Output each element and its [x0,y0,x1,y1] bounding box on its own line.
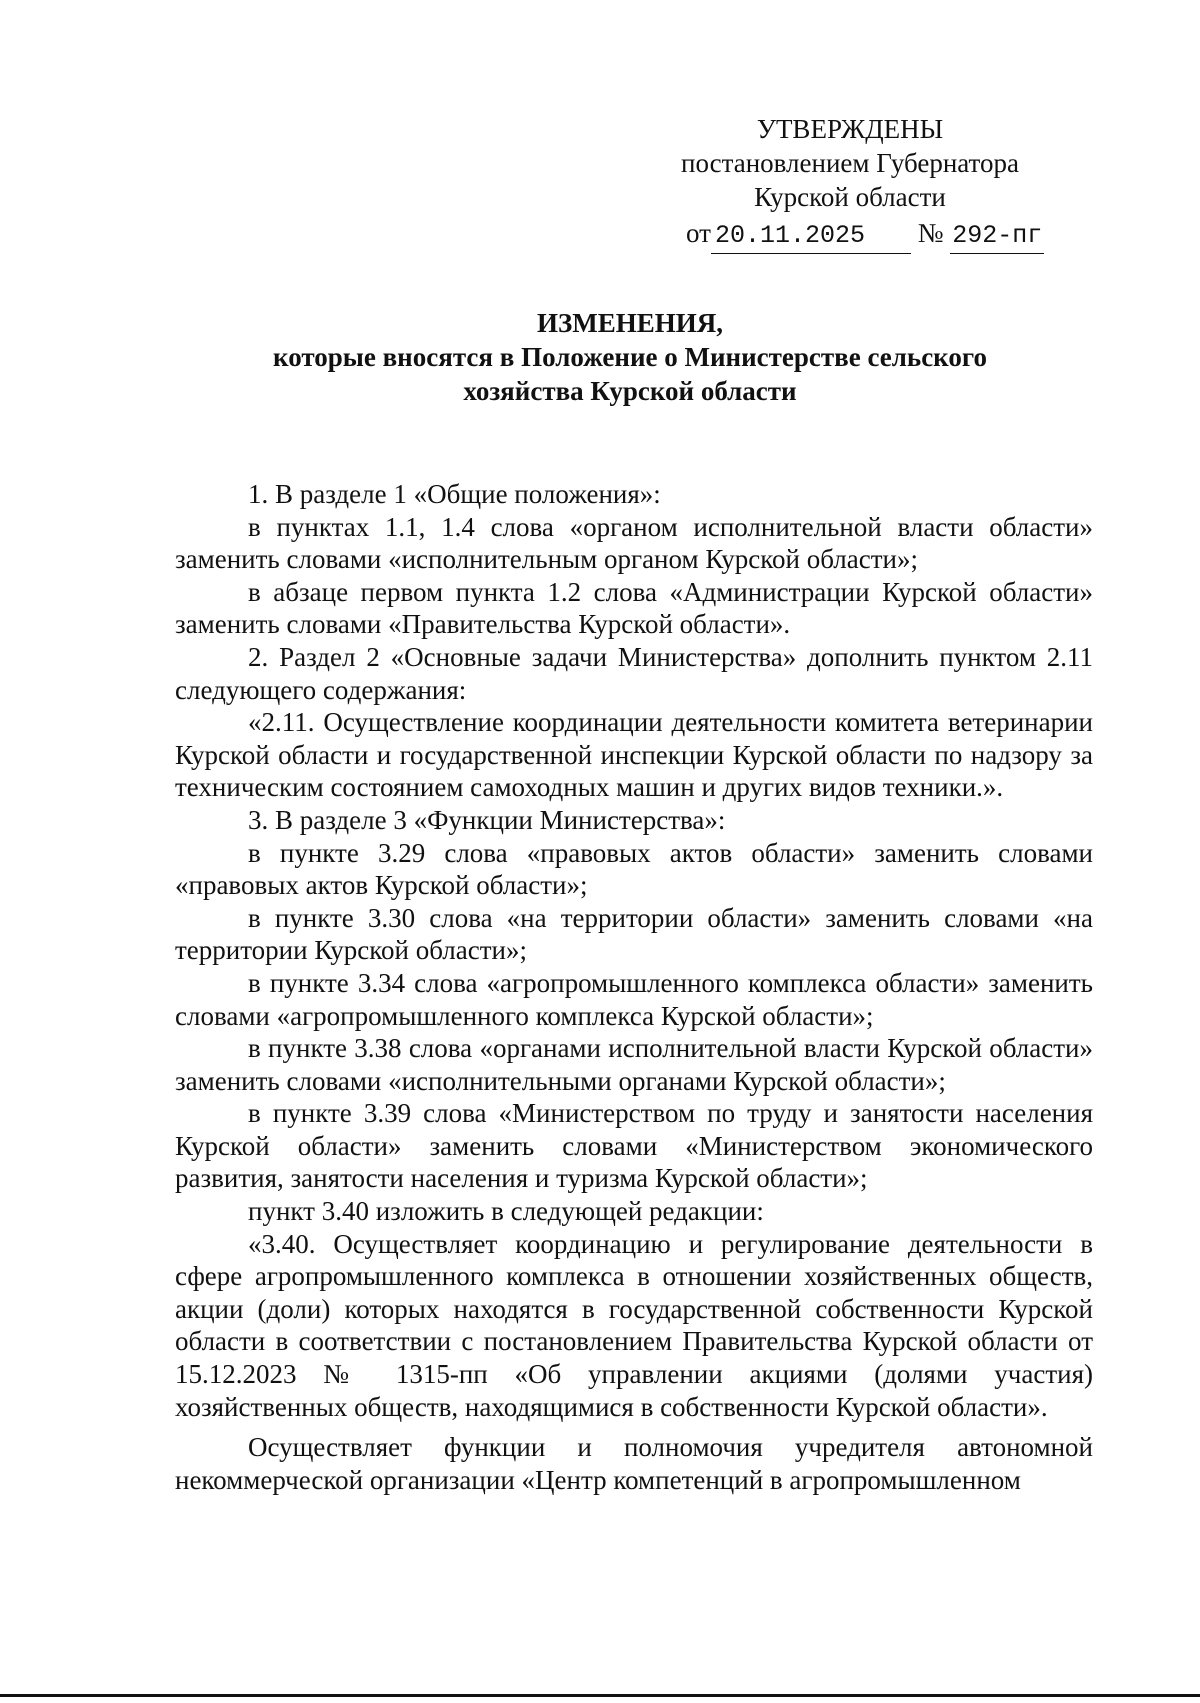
paragraph: в пунктах 1.1, 1.4 слова «органом исполнительной власти области» заменить словами «исполнительным органом Курской области»; [175,511,1093,575]
paragraph: пункт 3.40 изложить в следующей редакции: [248,1196,764,1227]
approval-line-2: Курской области [754,182,946,212]
paragraph: в пункте 3.34 слова «агропромышленного комплекса области» заменить словами «агропромышленного комплекса Курской области»; [175,967,1093,1031]
page-bottom-edge [0,1694,1200,1697]
approval-date-line [640,216,1060,254]
title-main: ИЗМЕНЕНИЯ, [536,308,723,338]
paragraph: Осуществляет функции и полномочия учредителя автономной некоммерческой организации «Центр компетенций в агропромышленном [175,1432,1093,1495]
approval-line-1: постановлением Губернатора [681,148,1019,178]
document-title [170,306,1090,408]
approval-date: 20.11.2025 [714,221,865,250]
document-body [175,478,1093,1496]
paragraph: 2. Раздел 2 «Основные задачи Министерства» дополнить пунктом 2.11 следующего содержания: [175,641,1093,705]
approval-number: 292-пг [952,221,1043,250]
paragraph: в пункте 3.39 слова «Министерством по труду и занятости населения Курской области» заменить словами «Министерством экономического развития, занятости населения и туризма Курской области»; [175,1098,1093,1194]
paragraph: «3.40. Осуществляет координацию и регулирование деятельности в сфере агропромышленного комплекса в отношении хозяйственных обществ, акции (доли) которых находятся в государственной собственности Курской области в соответствии с постановлением Правительства Курской области от 15.12.2023 № 1315-пп «Об управлении акциями (долями участия) хозяйственных обществ, находящимися в собственности Курской области». [175,1228,1093,1422]
paragraph: в пункте 3.38 слова «органами исполнительной власти Курской области» заменить словами «исполнительными органами Курской области»; [175,1033,1093,1096]
approval-heading: УТВЕРЖДЕНЫ [756,114,944,144]
date-prefix: от [686,218,711,248]
approval-block [640,112,1060,254]
paragraph: 1. В разделе 1 «Общие положения»: [248,479,661,509]
paragraph: «2.11. Осуществление координации деятельности комитета ветеринарии Курской области и государственной инспекции Курской области по надзору за техническим состоянием самоходных машин и других видов техники.». [175,707,1093,803]
title-subtitle-line-1: которые вносятся в Положение о Министерстве сельского [273,342,987,372]
number-prefix: № [917,218,944,248]
paragraph: в пункте 3.30 слова «на территории области» заменить словами «на территории Курской области»; [175,902,1093,966]
title-subtitle-line-2: хозяйства Курской области [463,376,797,406]
paragraph: 3. В разделе 3 «Функции Министерства»: [248,804,726,835]
paragraph: в абзаце первом пункта 1.2 слова «Администрации Курской области» заменить словами «Правительства Курской области». [175,576,1093,640]
paragraph: в пункте 3.29 слова «правовых актов области» заменить словами «правовых актов Курской области»; [175,837,1093,901]
